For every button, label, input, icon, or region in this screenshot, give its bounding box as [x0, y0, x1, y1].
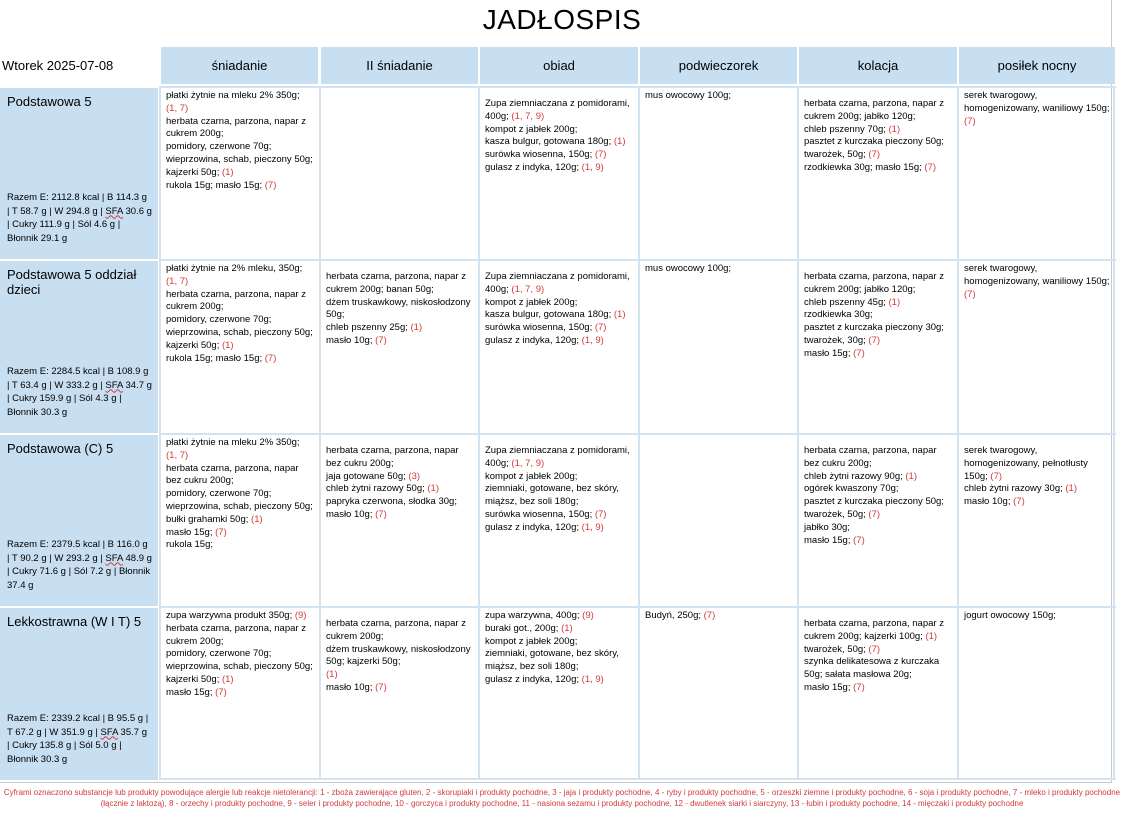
menu-item: mus owocowy 100g; — [645, 90, 732, 101]
allergen-code: (1, 7, 9) — [511, 457, 545, 469]
menu-item: masło 15g; (7) — [166, 686, 227, 698]
allergen-code: (7) — [853, 534, 865, 546]
menu-item: zupa warzywna produkt 350g; (9) — [166, 610, 307, 621]
allergen-code: (1) — [221, 339, 234, 351]
allergen-code: (7) — [1013, 496, 1025, 508]
menu-item: wieprzowina, schab, pieczony 50g; kajzerki 50g; (1) — [166, 326, 313, 351]
menu-item: masło 10g; (7) — [326, 334, 387, 346]
menu-item: pasztet z kurczaka pieczony 50g; — [804, 496, 944, 508]
menu-item: masło 15g; (7) — [804, 681, 865, 693]
allergen-legend: Cyframi oznaczono substancje lub produkty powodujące alergie lub reakcje nietolerancji: 1 - zboża zawierające gluten, 2 - skorupiaki i produkty pochodne, 3 - jaja i produkty pochodne, 4 - ryby i produkty pochodne, 5 - orzeszki ziemne i produkty pochodne, 6 - soja i produkty pochodne, 7 - mleko i produkty pochodne (łącznie z laktozą), 8 - orzechy i produkty pochodne, 9 - seler i produkty pochodne, 10 - gorczyca i produkty pochodne, 11 - nasiona sezamu i produkty pochodne, 12 - dwutlenek siarki i siarczyny, 13 - łubin i produkty pochodne, 14 - mięczaki i produkty pochodne — [3, 788, 1121, 808]
menu-item: chleb pszenny 25g; (1) — [326, 322, 423, 334]
menu-item: chleb żytni razowy 50g; (1) — [326, 483, 440, 495]
allergen-code: (1) — [613, 136, 626, 148]
menu-item: kasza bulgur, gotowana 180g; (1) — [485, 309, 626, 321]
menu-item: płatki żytnie na mleku 2% 350g; — [166, 90, 300, 101]
diet-name: Podstawowa (C) 5 — [7, 441, 114, 456]
allergen-code: (7) — [375, 681, 387, 693]
menu-item: kompot z jabłek 200g; — [485, 635, 578, 647]
allergen-code: (7) — [868, 508, 881, 520]
allergen-code: (1, 9) — [581, 521, 604, 533]
menu-item: gulasz z indyka, 120g; (1, 9) — [485, 673, 604, 685]
allergen-code: (7) — [924, 161, 937, 173]
meal-cell — [321, 608, 478, 780]
menu-item: rzodkiewka 30g; masło 15g; (7) — [804, 161, 937, 173]
menu-item: masło 15g; (7) — [804, 534, 865, 546]
menu-item: herbata czarna, parzona, napar bez cukru 200g; — [166, 462, 299, 487]
menu-item: herbata czarna, parzona, napar bez cukru 200g; — [326, 445, 459, 469]
menu-item: masło 10g; (7) — [326, 508, 387, 520]
meal-header: obiad — [480, 47, 638, 84]
allergen-code: (7) — [264, 352, 277, 364]
allergen-code: (7) — [215, 526, 227, 538]
menu-item: Budyń, 250g; (7) — [645, 610, 716, 621]
menu-item: gulasz z indyka, 120g; (1, 9) — [485, 334, 604, 346]
nutrition-summary: Razem E: 2379.5 kcal | B 116.0 g | T 90.2 g | W 293.2 g | SFA 48.9 g | Cukry 71.6 g | Sól 7.2 g | Błonnik 37.4 g — [7, 539, 152, 591]
menu-item: rukola 15g; masło 15g; (7) — [166, 352, 277, 364]
menu-item: herbata czarna, parzona, napar z cukrem 200g; — [166, 288, 306, 313]
allergen-code: (1) — [1065, 483, 1078, 495]
allergen-code: (7) — [853, 347, 865, 359]
menu-item: Zupa ziemniaczana z pomidorami, 400g; (1, 7, 9) — [485, 445, 630, 469]
menu-item: pomidory, czerwone 70g; — [166, 648, 272, 660]
allergen-code: (1) — [221, 166, 234, 178]
allergen-code: (1, 9) — [581, 334, 604, 346]
allergen-code: (3) — [408, 470, 421, 482]
menu-item: herbata czarna, parzona, napar z cukrem 200g; jabłko 120g; — [804, 271, 944, 295]
menu-item: serek twarogowy, homogenizowany, waniliowy 150g; (7) — [964, 263, 1110, 300]
menu-item: twarożek, 50g; (7) — [804, 149, 881, 161]
meal-cell — [640, 261, 797, 433]
meal-cell — [959, 261, 1115, 433]
menu-item: pomidory, czerwone 70g; — [166, 314, 272, 326]
menu-item: wieprzowina, schab, pieczony 50g; bułki grahamki 50g; (1) — [166, 500, 313, 525]
allergen-code: (1) — [326, 669, 338, 681]
diet-row-label — [0, 435, 158, 606]
menu-item: szynka delikatesowa z kurczaka 50g; sałata masłowa 20g; — [804, 656, 940, 681]
allergen-code: (1) — [925, 630, 938, 642]
allergen-code: (1, 9) — [581, 161, 604, 173]
meal-cell — [480, 261, 638, 433]
menu-item: Zupa ziemniaczana z pomidorami, 400g; (1, 7, 9) — [485, 98, 630, 122]
meal-cell — [959, 435, 1115, 606]
nutrition-summary: Razem E: 2284.5 kcal | B 108.9 g | T 63.4 g | W 333.2 g | SFA 34.7 g | Cukry 159.9 g | Sól 4.3 g | Błonnik 30.3 g — [7, 366, 152, 418]
allergen-code: (7) — [868, 643, 881, 655]
meal-cell — [799, 88, 957, 259]
meal-cell — [161, 608, 318, 780]
menu-item: twarożek, 30g; (7) — [804, 334, 881, 346]
allergen-code: (1, 7, 9) — [511, 283, 545, 295]
meal-cell — [799, 261, 957, 433]
nutrition-summary: Razem E: 2112.8 kcal | B 114.3 g | T 58.7 g | W 294.8 g | SFA 30.6 g | Cukry 111.9 g | Sól 4.6 g | Błonnik 29.1 g — [7, 192, 152, 244]
meal-header: kolacja — [799, 47, 957, 84]
menu-item: kasza bulgur, gotowana 180g; (1) — [485, 136, 626, 148]
menu-item — [166, 450, 313, 463]
allergen-code: (1, 7) — [166, 275, 189, 287]
menu-item: papryka czerwona, słodka 30g; — [326, 496, 457, 508]
menu-item: rukola 15g; — [166, 539, 214, 551]
menu-item: Zupa ziemniaczana z pomidorami, 400g; (1, 7, 9) — [485, 271, 630, 295]
menu-item: mus owocowy 100g; — [645, 263, 732, 274]
menu-item — [166, 103, 313, 116]
allergen-code: (7) — [868, 149, 881, 161]
meal-cell — [959, 608, 1115, 780]
menu-item: herbata czarna, parzona, napar z cukrem 200g; jabłko 120g; — [804, 98, 944, 122]
meal-cell — [161, 88, 318, 259]
allergen-code: (7) — [375, 508, 387, 520]
menu-item — [326, 669, 473, 682]
diet-name: Lekkostrawna (W I T) 5 — [7, 614, 142, 629]
allergen-code: (1) — [905, 470, 918, 482]
menu-item: pasztet z kurczaka pieczony 30g; — [804, 322, 944, 334]
allergen-code: (1, 7) — [166, 449, 189, 461]
menu-item: herbata czarna, parzona, napar z cukrem 200g; — [326, 618, 466, 642]
menu-item: dżem truskawkowy, niskosłodzony 50g; kajzerki 50g; — [326, 643, 471, 668]
allergen-code: (9) — [294, 610, 307, 621]
menu-item: ogórek kwaszony 70g; — [804, 483, 899, 495]
allergen-code: (1) — [888, 296, 901, 308]
allergen-code: (1, 7) — [166, 102, 189, 114]
menu-item: surówka wiosenna, 150g; (7) — [485, 149, 607, 161]
meal-cell — [480, 435, 638, 606]
allergen-code: (7) — [990, 470, 1003, 482]
allergen-code: (1, 9) — [581, 673, 604, 685]
meal-cell — [321, 435, 478, 606]
allergen-code: (1) — [888, 123, 901, 135]
meal-cell — [640, 608, 797, 780]
menu-item: gulasz z indyka, 120g; (1, 9) — [485, 521, 604, 533]
meal-cell — [321, 88, 478, 259]
allergen-code: (1) — [251, 513, 263, 525]
allergen-code: (7) — [264, 179, 277, 191]
allergen-code: (1) — [561, 622, 573, 634]
diet-name: Podstawowa 5 — [7, 94, 92, 109]
menu-item: masło 10g; (7) — [964, 496, 1025, 508]
diet-row-label — [0, 608, 158, 780]
menu-item: chleb pszenny 70g; (1) — [804, 123, 901, 135]
allergen-code: (7) — [868, 334, 881, 346]
diet-row-label — [0, 88, 158, 259]
menu-item: masło 15g; (7) — [804, 347, 865, 359]
menu-item: gulasz z indyka, 120g; (1, 9) — [485, 161, 604, 173]
meal-header: podwieczorek — [640, 47, 797, 84]
date-label: Wtorek 2025-07-08 — [2, 58, 114, 73]
allergen-code: (1) — [613, 309, 626, 321]
menu-item: serek twarogowy, homogenizowany, waniliowy 150g; (7) — [964, 90, 1110, 127]
allergen-code: (7) — [594, 149, 607, 161]
allergen-code: (7) — [215, 686, 227, 698]
menu-item: ziemniaki, gotowane, bez skóry, miąższ, bez soli 180g; — [485, 483, 619, 508]
allergen-code: (7) — [964, 288, 976, 300]
menu-item: pasztet z kurczaka pieczony 50g; — [804, 136, 944, 148]
allergen-code: (7) — [375, 334, 387, 346]
menu-item: twarożek, 50g; (7) — [804, 643, 881, 655]
meal-cell — [640, 88, 797, 259]
nutrition-summary: Razem E: 2339.2 kcal | B 95.5 g | T 67.2 g | W 351.9 g | SFA 35.7 g | Cukry 135.8 g | Sól 5.0 g | Błonnik 30.3 g — [7, 713, 149, 765]
menu-item: chleb pszenny 45g; (1) — [804, 296, 901, 308]
menu-item: surówka wiosenna, 150g; (7) — [485, 322, 607, 334]
allergen-code: (7) — [964, 115, 976, 127]
menu-item: płatki żytnie na 2% mleku, 350g; — [166, 263, 303, 274]
meal-cell — [480, 608, 638, 780]
menu-item: herbata czarna, parzona, napar z cukrem 200g; banan 50g; — [326, 271, 466, 295]
menu-item: serek twarogowy, homogenizowany, pełnotłusty 150g; (7) — [964, 445, 1088, 482]
meal-cell — [799, 608, 957, 780]
menu-item: wieprzowina, schab, pieczony 50g; kajzerki 50g; (1) — [166, 153, 313, 178]
meal-header: śniadanie — [161, 47, 318, 84]
menu-item: jaja gotowane 50g; (3) — [326, 470, 421, 482]
menu-item: kompot z jabłek 200g; — [485, 123, 578, 135]
meal-cell — [480, 88, 638, 259]
menu-item: ziemniaki, gotowane, bez skóry, miąższ, bez soli 180g; — [485, 648, 619, 673]
allergen-code: (1) — [221, 673, 234, 685]
menu-item: chleb żytni razowy 90g; (1) — [804, 470, 918, 482]
menu-item: jabłko 30g; — [804, 521, 850, 533]
menu-item: jogurt owocowy 150g; — [964, 610, 1056, 621]
meal-cell — [799, 435, 957, 606]
menu-item: zupa warzywna, 400g; (9) — [485, 610, 594, 621]
diet-row-label — [0, 261, 158, 433]
meal-cell — [161, 435, 318, 606]
menu-item: herbata czarna, parzona, napar z cukrem 200g; kajzerki 100g; (1) — [804, 618, 944, 642]
allergen-code: (9) — [582, 610, 594, 621]
menu-item: rukola 15g; masło 15g; (7) — [166, 179, 277, 191]
menu-item: herbata czarna, parzona, napar z cukrem 200g; — [166, 622, 306, 647]
menu-item: surówka wiosenna, 150g; (7) — [485, 508, 607, 520]
menu-item: dżem truskawkowy, niskosłodzony 50g; — [326, 296, 471, 321]
menu-item: masło 10g; (7) — [326, 681, 387, 693]
menu-item: rzodkiewka 30g; — [804, 309, 873, 321]
meal-header: II śniadanie — [321, 47, 478, 84]
menu-item: pomidory, czerwone 70g; — [166, 488, 272, 500]
page-title: JADŁOSPIS — [482, 4, 642, 35]
menu-item: herbata czarna, parzona, napar z cukrem 200g; — [166, 115, 306, 140]
menu-item: płatki żytnie na mleku 2% 350g; — [166, 437, 300, 448]
menu-item: herbata czarna, parzona, napar bez cukru 200g; — [804, 445, 937, 469]
allergen-code: (7) — [594, 322, 607, 334]
allergen-code: (1) — [410, 322, 423, 334]
menu-item: wieprzowina, schab, pieczony 50g; kajzerki 50g; (1) — [166, 661, 313, 685]
menu-item: twarożek, 50g; (7) — [804, 508, 881, 520]
menu-item: kompot z jabłek 200g; — [485, 470, 578, 482]
meal-cell — [640, 435, 797, 606]
meal-cell — [161, 261, 318, 433]
menu-item: pomidory, czerwone 70g; — [166, 141, 272, 153]
meal-header: posiłek nocny — [959, 47, 1115, 84]
allergen-code: (1, 7, 9) — [511, 110, 545, 122]
menu-item: masło 15g; (7) — [166, 526, 227, 538]
meal-cell — [321, 261, 478, 433]
allergen-code: (1) — [427, 483, 440, 495]
menu-item: chleb żytni razowy 30g; (1) — [964, 483, 1078, 495]
menu-item: kompot z jabłek 200g; — [485, 296, 578, 308]
allergen-code: (7) — [703, 610, 716, 621]
menu-item — [166, 276, 313, 289]
menu-item: buraki got., 200g; (1) — [485, 622, 573, 634]
meal-cell — [959, 88, 1115, 259]
diet-name: Podstawowa 5 oddział dzieci — [7, 267, 137, 297]
allergen-code: (7) — [853, 681, 865, 693]
allergen-code: (7) — [594, 508, 607, 520]
